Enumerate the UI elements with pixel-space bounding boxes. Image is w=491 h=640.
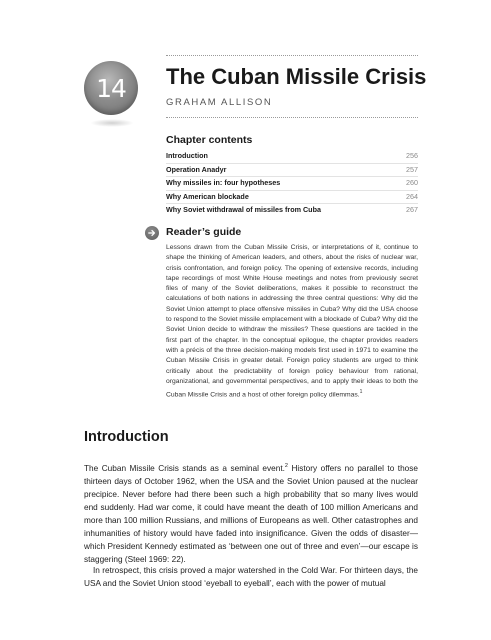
paragraph-text: The Cuban Missile Crisis stands as a seminal event. — [84, 463, 285, 473]
footnote-marker[interactable]: 2 — [284, 463, 288, 469]
chapter-contents-heading: Chapter contents — [166, 134, 253, 146]
chapter-author: GRAHAM ALLISON — [166, 97, 273, 108]
introduction-heading: Introduction — [84, 429, 169, 445]
contents-item-title: Why American blockade — [166, 191, 249, 201]
contents-item[interactable] — [166, 150, 418, 163]
contents-item-page: 260 — [406, 178, 418, 187]
contents-item-page: 257 — [406, 164, 418, 174]
contents-item-page: 267 — [406, 205, 418, 214]
contents-item-title: Operation Anadyr — [166, 164, 227, 174]
readers-guide-body: Lessons drawn from the Cuban Missile Crisis, or interpretations of it, continue to shape the thinking of American leaders, and others, about the risks of nuclear war, crisis confrontation, and foreign policy. The opening of extensive records, including tape recordings of most White House meetings and notes from previously secret files of many of the Soviet deliberations, makes it possible to reconstruct the calculations of both nations in addressing the three central questions: Why did the Soviet Union attempt to place offensive missiles in Cuba? Why did the USA choose to respond to the Soviet missile emplacement with a blockade of Cuba? Why did the Soviet Union decide to withdraw the missiles? These questions are tackled in the first part of the chapter. In the conceptual epilogue, the chapter provides readers with a précis of the three decision-making models first used in 1971 to examine the Cuban Missile Crisis in greater detail. Foreign policy students are urged to think critically about the predictability of foreign policy behaviour from rational, organizational, and governmental perspectives, and to apply their ideas to both the Cuban Missile Crisis and a host of other foreign policy dilemmas. — [166, 244, 418, 399]
footnote-marker[interactable]: 1 — [359, 389, 363, 396]
contents-item-title: Introduction — [166, 151, 208, 160]
paragraph-text: History offers no parallel to those thirteen days of October 1962, when the USA and the Soviet Union paused at the nuclear precipice. Never before had there been such a high probability that so many lives would end suddenly. Had war come, it could have meant the death of 100 million Americans and more than 100 million Russians, and millions of Europeans as well. Other catastrophes and inhumanities of history would have faded into insignificance. Given the odds of disaster—which President Kennedy estimated as ‘between one out of three and even’—our escape is staggering (Steel 1969: 22). — [84, 463, 418, 565]
top-dotted-rule — [166, 55, 418, 56]
introduction-paragraph-1 — [84, 460, 418, 567]
contents-item-page: 264 — [406, 191, 418, 201]
chapter-contents-list — [166, 150, 418, 217]
readers-guide-text — [166, 243, 418, 401]
readers-guide-heading: Reader’s guide — [166, 226, 242, 238]
chapter-number: 14 — [96, 73, 126, 103]
contents-item[interactable] — [166, 190, 418, 204]
contents-item[interactable] — [166, 163, 418, 177]
chapter-number-badge — [84, 61, 138, 115]
contents-item-title: Why missiles in: four hypotheses — [166, 178, 281, 187]
title-dotted-rule — [166, 117, 418, 118]
contents-item[interactable] — [166, 176, 418, 190]
introduction-paragraph-2: In retrospect, this crisis proved a major watershed in the Cold War. For thirteen days, the USA and the Soviet Union stood ‘eyeball to eyeball’, each with the power of mutual — [84, 566, 418, 589]
contents-item[interactable] — [166, 203, 418, 217]
arrow-right-icon — [145, 226, 159, 240]
contents-item-title: Why Soviet withdrawal of missiles from Cuba — [166, 205, 321, 214]
badge-shadow — [90, 119, 134, 127]
contents-item-page: 256 — [406, 151, 418, 160]
chapter-title: The Cuban Missile Crisis — [166, 64, 427, 89]
